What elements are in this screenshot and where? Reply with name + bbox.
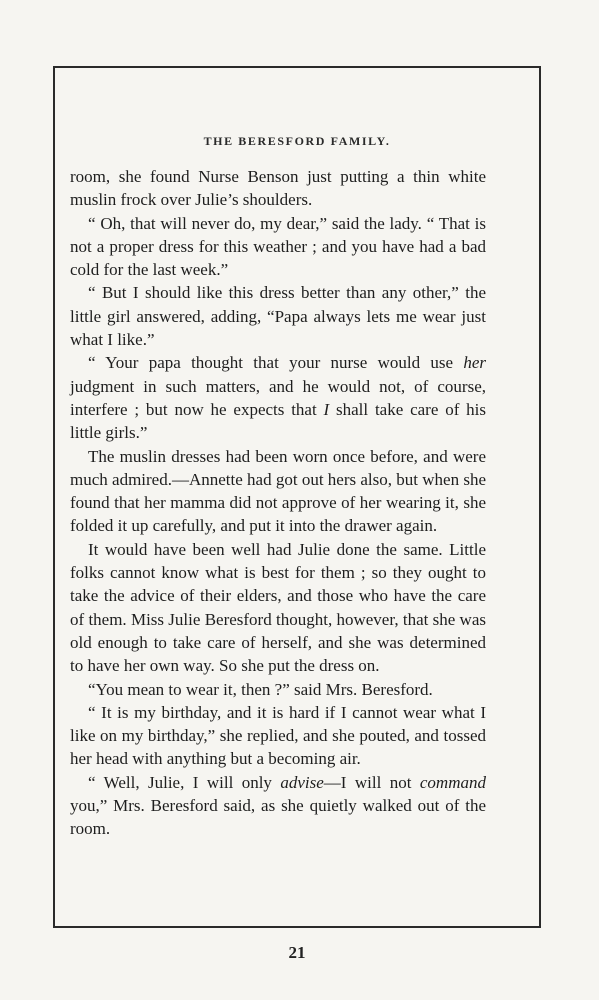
paragraph (70, 678, 486, 701)
paragraph (70, 445, 486, 538)
italic-text: I (323, 399, 330, 419)
text-run: “ Your papa thought that your nurse would use (88, 353, 464, 373)
paragraph (70, 212, 486, 282)
italic-text: her (463, 353, 486, 373)
text-run: judgment in such matters, and he would not, of course, interfere ; but now he expects that (70, 376, 486, 419)
italic-text: command (419, 772, 486, 792)
paragraph (70, 701, 486, 771)
text-run: “ Well, Julie, I will only (88, 772, 281, 792)
italic-text: advise (280, 772, 324, 792)
paragraph (70, 281, 486, 351)
text-run: “You mean to wear it, then ?” said Mrs. Beresford. (88, 679, 433, 699)
text-run: “ But I should like this dress better than any other,” the little girl answered, adding, “Papa always lets me wear just what I like.” (70, 283, 486, 350)
text-run: room, she found Nurse Benson just putting a thin white muslin frock over Julie’s shoulders. (70, 167, 486, 210)
text-run: The muslin dresses had been worn once before, and were much admired.—Annette had got out hers also, but when she found that her mamma did not approve of her wearing it, she folded it up carefully, and put it into the drawer again. (70, 446, 486, 536)
text-run: shall take care of his little girls.” (70, 399, 487, 443)
paragraph (70, 538, 486, 678)
text-run: —I will not (323, 772, 420, 792)
page-number: 21 (288, 943, 306, 962)
text-run: It would have been well had Julie done the same. Little folks cannot know what is best for them ; so they ought to take the advice of their elders, and those who have the care of them. Miss Julie Beresford thought, however, that she was old enough to take care of herself, and she was determined to have her own way. So she put the dress on. (70, 539, 486, 676)
text-run: you,” Mrs. Beresford said, as she quietly walked out of the room. (70, 796, 486, 839)
paragraph (70, 165, 486, 212)
paragraph (70, 351, 486, 444)
text-run: “ Oh, that will never do, my dear,” said the lady. “ That is not a proper dress for this weather ; and you have had a bad cold for the last week.” (70, 213, 486, 280)
paragraph (70, 771, 486, 841)
text-run: “ It is my birthday, and it is hard if I cannot wear what I like on my birthday,” she replied, and she pouted, and tossed her head with anything but a becoming air. (70, 702, 486, 769)
body-text (70, 165, 486, 841)
running-title: THE BERESFORD FAMILY. (203, 134, 391, 148)
